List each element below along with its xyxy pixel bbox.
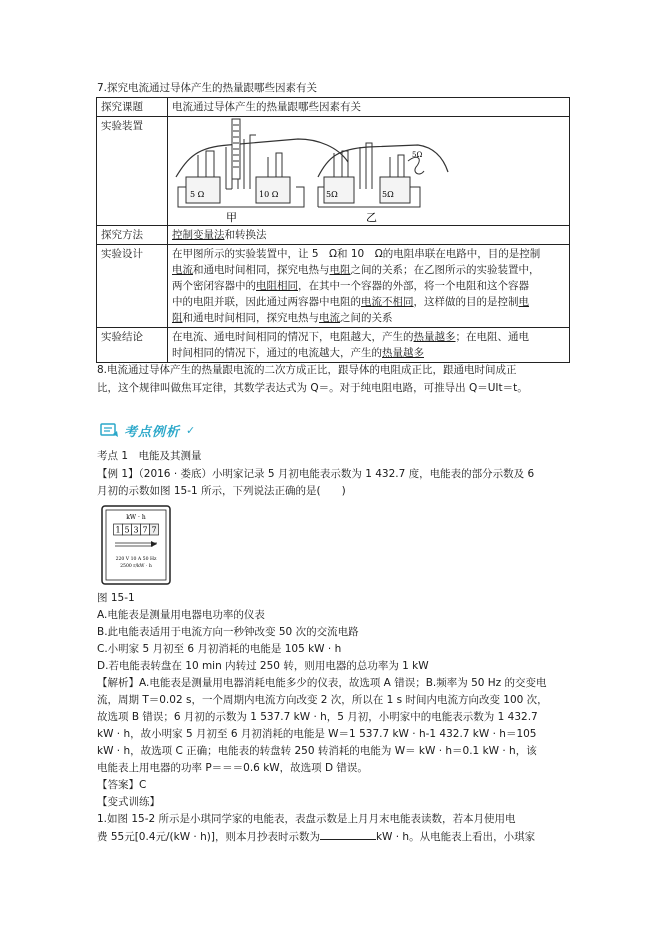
analysis-line3: 故选项 B 错误；6 月初的示数为 1 537.7 kW · h，5 月初，小明家中的电能表示数为 1 432.7 [97,711,538,723]
example-1-line2: 月初的示数如图 15-1 所示，下列说法正确的是( ) [97,485,346,497]
meter-digit: 5 [124,525,130,535]
meter-spec2: 2500 r/kW · h [120,564,152,569]
resistor-label-yi-extra: 5Ω [412,151,423,159]
analysis-line1: 【解析】A.电能表是测量用电器消耗电能多少的仪表，故选项 A 错误；B.频率为 50 Hz 的交变电 [97,677,547,689]
section-8-line1: 8.电流通过导体产生的热量跟电流的二次方成正比，跟导体的电阻成正比，跟通电时间成正 [97,364,517,376]
row-value-topic: 电流通过导体产生的热量跟哪些因素有关 [168,98,570,117]
meter-spec1: 220 V 10 A 50 Hz [115,557,157,562]
row-value-conclusion: 在电流、通电时间相同的情况下，电阻越大，产生的热量越多；在电阻、通电 时间相同的情况下，通过的电流越大，产生的热量越多 [168,328,570,363]
table-row [97,245,570,328]
resistor-label-10: 10 Ω [259,190,279,199]
question-1-line2: 费 55元[0.4元/(kW · h)]，则本月抄表时示数为 kW · h。从电能表上看出，小琪家 [97,828,535,846]
meter-digit: 7 [151,525,157,535]
variant-heading: 【变式训练】 [97,796,160,808]
meter-digit: 1 [115,525,121,535]
resistor-label-5: 5 Ω [190,190,205,199]
row-label-topic: 探究课题 [97,98,168,117]
table-row [97,226,570,245]
row-value-method: 控制变量法和转换法 [168,226,570,245]
apparatus-drawing [168,117,572,225]
answer: 【答案】C [97,779,147,791]
resistor-label-yi-left: 5Ω [326,190,338,199]
apparatus-figure [168,117,570,226]
resistor-label-yi-right: 5Ω [382,190,394,199]
answer-blank[interactable] [320,828,376,840]
book-icon [100,422,120,438]
option-b: B.此电能表适用于电流方向一秒钟改变 50 次的交流电路 [97,626,359,638]
figure-caption: 图 15-1 [97,592,135,604]
option-a: A.电能表是测量用电器电功率的仪表 [97,609,265,621]
option-c: C.小明家 5 月初至 6 月初消耗的电能是 105 kW · h [97,643,342,655]
meter-digit: 3 [133,525,139,535]
table-row [97,98,570,117]
analysis-line6: 电能表上用电器的功率 P＝＝＝0.6 kW，故选项 D 错误。 [97,762,368,774]
question-1-line1: 1.如图 15-2 所示是小琪同学家的电能表，表盘示数是上月月末电能表读数，若本月使用电 [97,813,516,825]
row-label-design: 实验设计 [97,245,168,328]
row-label-conclusion: 实验结论 [97,328,168,363]
row-label-method: 探究方法 [97,226,168,245]
analysis-line4: kW · h，故小明家 5 月初至 6 月初消耗的电能是 W＝1 537.7 kW · h-1 432.7 kW · h＝105 [97,728,537,740]
banner-decoration-icon: ✓ [186,423,196,437]
table-row [97,328,570,363]
experiment-table [96,97,570,363]
analysis-line2: 流，周期 T＝0.02 s，一个周期内电流方向改变 2 次，所以在 1 s 时间内电流方向改变 100 次， [97,694,548,706]
label-yi: 乙 [366,211,377,224]
analysis-line5: kW · h，故选项 C 正确；电能表的转盘转 250 转消耗的电能为 W＝ kW · h＝0.1 kW · h，该 [97,745,537,757]
row-label-apparatus: 实验装置 [97,117,168,226]
table-row [97,117,570,226]
label-jia: 甲 [226,211,237,224]
section-7-heading: 7.探究电流通过导体产生的热量跟哪些因素有关 [97,82,318,94]
meter-unit: kW · h [126,514,146,521]
option-d: D.若电能表转盘在 10 min 内转过 250 转，则用电器的总功率为 1 kW [97,660,429,672]
row-value-design: 在甲图所示的实验装置中，让 5 Ω和 10 Ω的电阻串联在电路中，目的是控制 电流和通电时间相同，探究电热与电阻之间的关系；在乙图所示的实验装置中， 两个密闭容器中的电阻相同，在其中一个容器的外部，将一个电阻和这个容器 中的电阻并联，因此通过两容器中电阻的电流不相同，这样做的目的是控制电 阻和通电时间相同，探究电热与电流之间的关系 [168,245,570,328]
topic-heading: 考点 1 电能及其测量 [97,450,202,462]
meter-digit: 7 [142,525,148,535]
section-8-line2: 比，这个规律叫做焦耳定律，其数学表达式为 Q＝。对于纯电阻电路，可推导出 Q＝UIt＝t。 [97,382,528,394]
section-banner [100,419,195,441]
meter-digit-boxes [114,524,159,535]
example-1-line1: 【例 1】（2016 · 娄底）小明家记录 5 月初电能表示数为 1 432.7 度，电能表的部分示数及 6 [97,468,535,480]
electric-meter-figure [101,505,171,585]
banner-title: 考点例析 [124,424,181,440]
